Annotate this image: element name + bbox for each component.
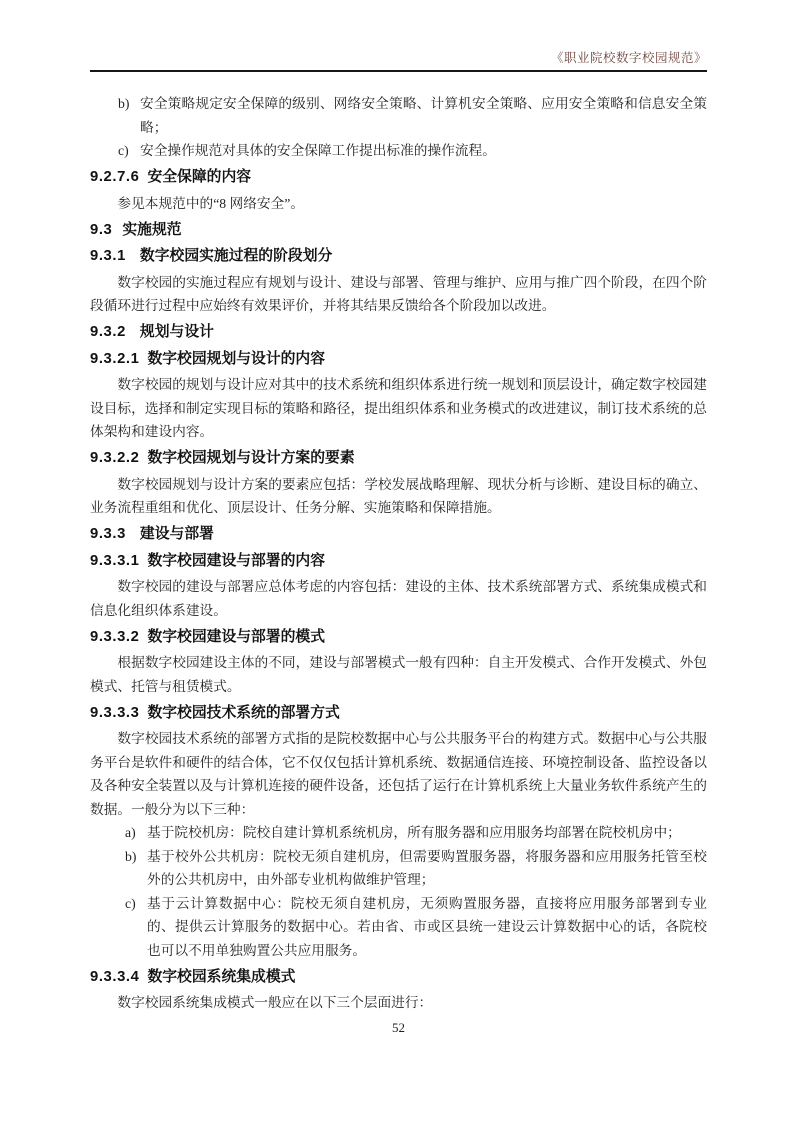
- section-title: 数字校园技术系统的部署方式: [147, 704, 340, 721]
- paragraph: 数字校园的规划与设计应对其中的技术系统和组织体系进行统一规划和顶层设计，确定数字校园建设目标，选择和制定实现目标的策略和路径，提出组织体系和业务模式的改进建议，制订技术系统的总体架构和建设内容。: [90, 377, 707, 439]
- list-item-label: b): [125, 848, 137, 864]
- list-item-label: b): [118, 96, 130, 111]
- paragraph: 数字校园的实施过程应有规划与设计、建设与部署、管理与维护、应用与推广四个阶段，在四个阶段循环进行过程中应始终有效果评价，并将其结果反馈给各个阶段加以改进。: [90, 274, 707, 313]
- section-heading: [90, 347, 707, 371]
- section-heading: [90, 218, 707, 242]
- list-item-text: 安全操作规范对具体的安全保障工作提出标准的操作流程。: [140, 143, 496, 158]
- section-title: 数字校园建设与部署的内容: [147, 552, 326, 569]
- page-footer: [90, 1016, 707, 1039]
- page-header: [90, 0, 707, 72]
- section-heading: [90, 446, 707, 470]
- section-title: 数字校园规划与设计方案的要素: [147, 450, 355, 466]
- section-number: 9.3.3.3: [90, 704, 140, 721]
- section-heading: [90, 625, 707, 649]
- section-title: 建设与部署: [139, 526, 214, 542]
- section-number: 9.3.3.2: [90, 628, 140, 645]
- section-number: 9.3.1: [90, 248, 126, 264]
- list-item: [118, 92, 707, 139]
- section-heading: [90, 549, 707, 573]
- list-item: [125, 892, 707, 963]
- paragraph: 数字校园的建设与部署应总体考虑的内容包括：建设的主体、技术系统部署方式、系统集成模式和信息化组织体系建设。: [90, 579, 707, 618]
- section-number: 9.2.7.6: [90, 169, 140, 185]
- list-item: [118, 139, 707, 163]
- list-item: [125, 821, 707, 845]
- list-item-text: 基于校外公共机房：院校无须自建机房，但需要购置服务器，将服务器和应用服务托管至校外的公共机房中，由外部专业机构做维护管理；: [147, 848, 707, 887]
- section-title: 规划与设计: [139, 324, 214, 340]
- section-number: 9.3: [90, 221, 113, 238]
- list-item-label: c): [118, 143, 129, 158]
- section-number: 9.3.3: [90, 526, 126, 542]
- section-number: 9.3.2: [90, 324, 126, 340]
- section-number: 9.3.2.1: [90, 350, 140, 367]
- section-number: 9.3.2.2: [90, 450, 140, 466]
- section-title: 数字校园规划与设计的内容: [147, 350, 326, 367]
- section-title: 数字校园实施过程的阶段划分: [139, 248, 333, 264]
- section-number: 9.3.3.4: [90, 968, 140, 985]
- paragraph: 数字校园技术系统的部署方式指的是院校数据中心与公共服务平台的构建方式。数据中心与公共服务平台是软件和硬件的结合体，它不仅仅包括计算机系统、数据通信连接、环境控制设备、监控设备以及各种安全装置以及与计算机连接的硬件设备，还包括了运行在计算机系统上大量业务软件系统产生的数据。一般分为以下三种：: [90, 731, 707, 817]
- list-item-label: c): [125, 895, 136, 911]
- paragraph: 数字校园规划与设计方案的要素应包括：学校发展战略理解、现状分析与诊断、建设目标的确立、业务流程重组和优化、顶层设计、任务分解、实施策略和保障措施。: [90, 476, 707, 515]
- section-heading: [90, 522, 707, 546]
- section-title: 数字校园系统集成模式: [147, 968, 296, 985]
- section-title: 安全保障的内容: [147, 169, 252, 185]
- list-item-label: a): [125, 825, 136, 840]
- section-heading: [90, 701, 707, 725]
- list-item: [125, 845, 707, 892]
- list-item-text: 基于云计算数据中心：院校无须自建机房，无须购置服务器，直接将应用服务部署到专业的、提供云计算服务的数据中心。若由省、市或区县统一建设云计算数据中心的话，各院校也可以不用单独购置公共应用服务。: [147, 895, 707, 958]
- list-item-text: 基于院校机房：院校自建计算机系统机房，所有服务器和应用服务均部署在院校机房中；: [147, 825, 681, 840]
- list-item-text: 安全策略规定安全保障的级别、网络安全策略、计算机安全策略、应用安全策略和信息安全策略；: [140, 96, 707, 135]
- paragraph: 参见本规范中的“8 网络安全”。: [117, 195, 305, 211]
- paragraph: 根据数字校园建设主体的不同，建设与部署模式一般有四种：自主开发模式、合作开发模式、外包模式、托管与租赁模式。: [90, 655, 707, 694]
- document-title: 《职业院校数字校园规范》: [550, 51, 707, 65]
- section-heading: [90, 965, 707, 989]
- section-number: 9.3.3.1: [90, 552, 140, 569]
- section-heading: [90, 244, 707, 268]
- header-divider: [90, 70, 707, 72]
- page-number: 52: [392, 1019, 405, 1035]
- page-content: [90, 92, 707, 1039]
- paragraph: 数字校园系统集成模式一般应在以下三个层面进行：: [117, 995, 433, 1010]
- section-title: 数字校园建设与部署的模式: [147, 628, 326, 645]
- section-heading: [90, 320, 707, 344]
- section-heading: [90, 165, 707, 189]
- section-title: 实施规范: [122, 221, 182, 238]
